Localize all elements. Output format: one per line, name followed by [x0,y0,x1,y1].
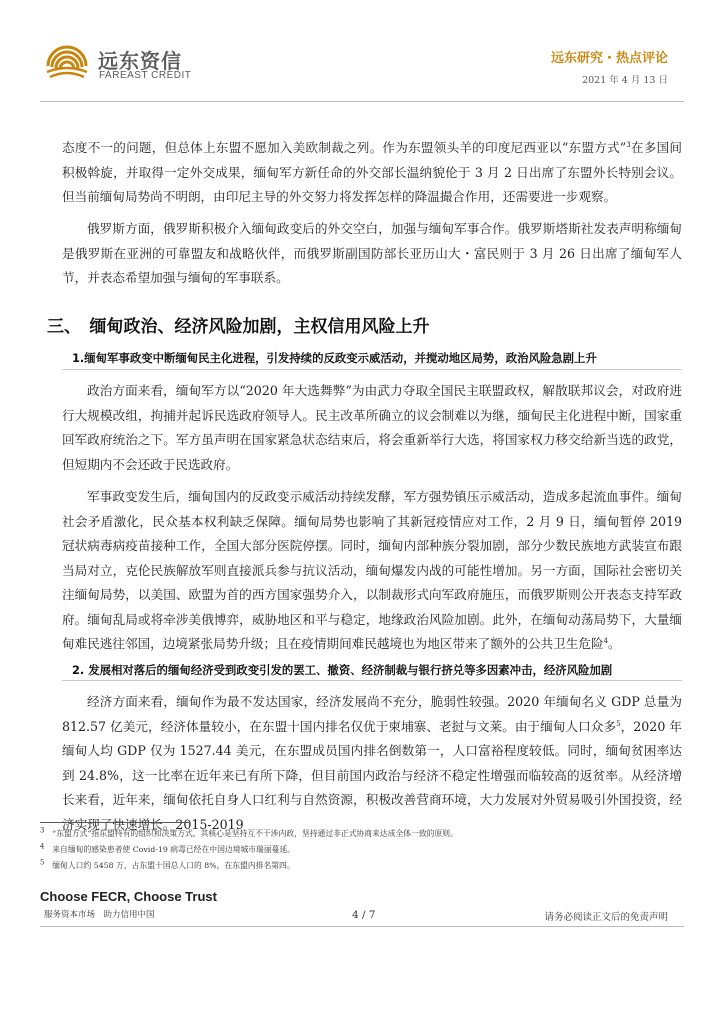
header-divider [40,101,684,102]
section-title-3: 三、 缅甸政治、经济风险加剧，主权信用风险上升 [47,317,430,337]
subsection-divider [62,680,682,681]
paragraph-russia: 俄罗斯方面，俄罗斯积极介入缅甸政变后的外交空白，加强与缅甸军事合作。俄罗斯塔斯社发表声明称缅甸是俄罗斯在亚洲的可靠盟友和战略伙伴，而俄罗斯副国防部长亚历山大・富民则于 3 月 26 日出席了缅甸军人节，并表态希望加强与缅甸的军事联系。 [62,221,682,285]
footnote-4: $^4$ 来自缅甸的感染患者使 Covid-19 病毒已经在中国边境城市瑞丽蔓延。 [40,842,296,854]
subsection-divider [62,369,682,370]
paragraph-economic: 经济方面来看，缅甸作为最不发达国家，经济发展尚不充分，脆弱性较强。2020 年缅甸名义 GDP 总量为 812.57 亿美元，经济体量较小，在东盟十国内排名仅优于柬埔寨、老挝与文莱。由于缅甸人口众多$^5$，2020 年缅甸人均 GDP 仅为 1527.44 美元，在东盟成员国内排名倒数第一，人口富裕程度较低。同时，缅甸贫困率达到 24.8%，这一比率在近年来已有所下降，但目前国内政治与经济不稳定性增强而临较高的返贫率。从经济增长来看，近年来，缅甸依托自身人口红利与自然资源，积极改善营商环境，大力发展对外贸易吸引外国投资，经济实现了快速增长。2015-2019 [62,694,682,832]
footer-slogan: Choose FECR, Choose Trust [40,889,217,904]
footnote-5: $^5$ 缅甸人口约 5458 万，占东盟十国总人口的 8%，在东盟内排名第四。 [40,858,295,870]
page-number: 4 / 7 [352,909,376,921]
subsection-title-1: 1.缅甸军事政变中断缅甸民主化进程，引发持续的反政变示威活动，并搅动地区局势，政治风险急剧上升 [72,351,597,365]
paragraph-political: 政治方面来看，缅甸军方以“2020 年大选舞弊”为由武力夺取全国民主联盟政权，解散联邦议会，对政府进行大规模改组，拘捕并起诉民选政府领导人。民主改革所确立的议会制难以为继，缅甸民主化进程中断，国家重回军政府统治之下。军方虽声明在国家紧急状态结束后，将会重新举行大选，将国家权力移交给新当选的政党，但短期内不会还政于民选政府。 [62,383,682,472]
footnote-ref-4[interactable]: 4 [603,636,608,645]
report-date: 2021 年 4 月 13 日 [582,75,668,86]
paragraph-asean: 态度不一的问题，但总体上东盟不愿加入美欧制裁之列。作为东盟领头羊的印度尼西亚以“东盟方式”$^3$在多国间积极斡旋，并取得一定外交成果，缅甸军方新任命的外交部长温纳貌伦于 3 月 2 日出席了东盟外长特别会议。但当前缅甸局势尚不明朗，由印尼主导的外交努力将发挥怎样的降温撮合作用，还需要进一步观察。 [62,140,682,204]
disclaimer-note: 请务必阅读正文后的免责声明 [544,912,668,923]
logo-chinese-name: 远东资信 [98,49,182,73]
footnote-3: $^3$ “东盟方式”指东盟特有的组织和决策方式，其核心是坚持互不干涉内政，坚持通过非正式协商来达成全体一致的原则。 [40,826,458,838]
logo-english-name: FAREAST CREDIT [99,70,192,81]
footnote-divider [40,822,190,823]
footnote-ref-5[interactable]: 5 [616,719,621,728]
fareast-logo-icon [44,42,90,82]
paragraph-unrest: 军事政变发生后，缅甸国内的反政变示威活动持续发酵，军方强势镇压示威活动，造成多起流血事件。缅甸社会矛盾激化，民众基本权利缺乏保障。缅甸局势也影响了其新冠疫情应对工作，2 月 9 日，缅甸暂停 2019 冠状病毒病疫苗接种工作，全国大部分医院停摆。同时，缅甸内部种族分裂加剧，部分少数民族地方武装宣布跟当局对立，克伦民族解放军则直接派兵参与抗议活动，缅甸爆发内战的可能性增加。另一方面，国际社会密切关注缅甸局势，以美国、欧盟为首的西方国家强势介入，以制裁形式向军政府施压，而俄罗斯则公开表态支持军政府。缅甸乱局或将牵涉美俄博弈，威胁地区和平与稳定，地缘政治风险加剧。此外，在缅甸动荡局势下，大量缅甸难民逃往邻国，边境紧张局势升级；且在疫情期间难民越境也为地区带来了额外的公共卫生危险$^4$。 [62,489,682,651]
subsection-title-2: 2. 发展相对落后的缅甸经济受到政变引发的罢工、撤资、经济制裁与银行挤兑等多因素冲击，经济风险加剧 [72,663,613,677]
footer-slogan-sub: 服务资本市场 助力信用中国 [44,910,155,920]
footnote-ref-3[interactable]: 3 [626,140,631,149]
footer-divider [40,926,684,927]
report-category: 远东研究・热点评论 [550,51,668,66]
